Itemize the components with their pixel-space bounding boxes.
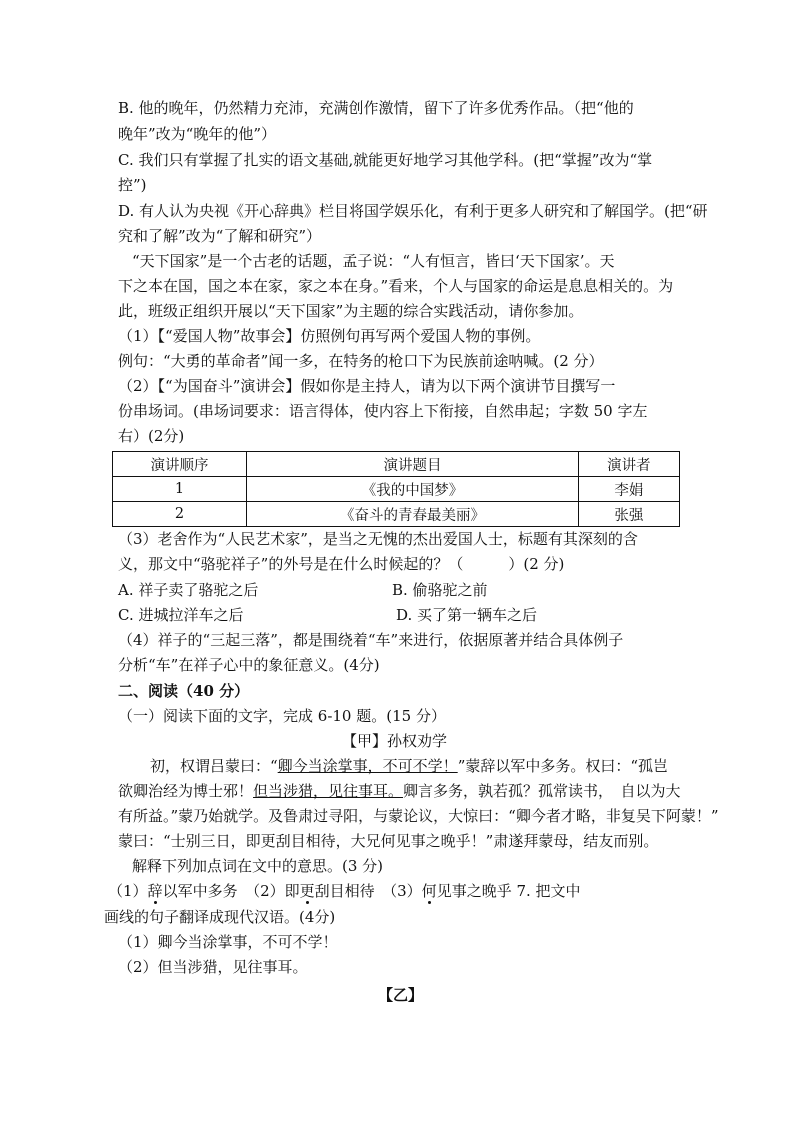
question-2-line2: 份串场词。(串场词要求：语言得体，使内容上下衔接，自然串起；字数 50 字左 <box>118 402 648 420</box>
option-d-line1: D. 有人认为央视《开心辞典》栏目将国学娱乐化，有利于更多人研究和了解国学。(把“研 <box>118 202 708 220</box>
passage-line3: 有所益。”蒙乃始就学。及鲁肃过寻阳，与蒙论议，大惊曰：“卿今者才略，非复吴下阿蒙！” <box>118 807 719 825</box>
dotted-word: 辞 <box>147 882 163 900</box>
question-3-line2: 义，那文中“骆驼祥子”的外号是在什么时候起的？（ ）(2 分) <box>118 555 565 573</box>
question-4-line2: 分析“车”在祥子心中的象征意义。(4分) <box>118 656 380 674</box>
option-c-line2: 控”) <box>118 176 147 194</box>
choice-b: B. 偷骆驼之前 <box>392 581 488 599</box>
translate-sentence-1: （1）卿今当涂掌事，不可不学！ <box>118 933 338 951</box>
passage-text: （1） <box>108 882 148 900</box>
intro-para-line1: “天下国家”是一个古老的话题，孟子说：“人有恒言，皆曰‘天下国家’。天 <box>132 252 615 270</box>
example-sentence: 例句：“大勇的革命者”闻一多，在特务的枪口下为民族前途呐喊。(2 分） <box>118 352 604 370</box>
choice-c: C. 进城拉洋车之后 <box>118 606 244 624</box>
question-6-items <box>108 881 581 901</box>
table-header-row <box>113 452 680 477</box>
passage-text: 欲卿治经为博士邪！ <box>118 782 254 800</box>
option-d-line2: 究和了解”改为“了解和研究”） <box>118 227 322 245</box>
passage-b-title: 【乙】 <box>378 986 424 1004</box>
passage-text: 卿言多务，孰若孤？孤常读书， 自以为大 <box>403 782 681 800</box>
passage-text: 初，权谓吕蒙曰：“ <box>150 757 278 775</box>
passage-text: 见事之晚乎 7. 把文中 <box>436 882 581 900</box>
underlined-sentence-2: 但当涉猎，见往事耳。 <box>253 782 404 800</box>
table-row <box>113 477 680 502</box>
table-cell: 1 <box>113 477 247 502</box>
option-b-line1: B. 他的晚年，仍然精力充沛，充满创作激情，留下了许多优秀作品。（把“他的 <box>118 99 634 117</box>
passage-text: ”蒙辞以军中多务。权曰：“孤岂 <box>457 757 669 775</box>
question-4-line1: （4）祥子的“三起三落”，都是围绕着“车”来进行，依据原著并结合具体例子 <box>118 631 624 649</box>
section-heading-reading: 二、阅读（40 分） <box>118 682 250 700</box>
question-2-line1: （2）【“为国奋斗”演讲会】假如你是主持人，请为以下两个演讲节目撰写一 <box>118 377 616 395</box>
passage-title: 【甲】孙权劝学 <box>342 732 448 750</box>
table-row <box>113 502 680 527</box>
table-cell: 李娟 <box>578 477 679 502</box>
subsection-heading: （一）阅读下面的文字，完成 6-10 题。(15 分） <box>118 707 446 725</box>
dotted-word: 何 <box>421 882 437 900</box>
question-6-prompt: 解释下列加点词在文中的意思。(3 分) <box>132 857 384 875</box>
choice-a: A. 祥子卖了骆驼之后 <box>118 581 259 599</box>
passage-line4: 蒙曰：“士别三日，即更刮目相待，大兄何见事之晚乎！”肃遂拜蒙母，结友而别。 <box>118 832 659 850</box>
option-b-line2: 晚年”改为“晚年的他”） <box>118 125 277 143</box>
table-header-cell: 演讲顺序 <box>113 452 247 477</box>
intro-para-line3: 此，班级正组织开展以“天下国家”为主题的综合实践活动，请你参加。 <box>118 302 584 320</box>
table-header-cell: 演讲题目 <box>247 452 579 477</box>
question-3-line1: （3）老舍作为“人民艺术家”，是当之无愧的杰出爱国人士，标题有其深刻的含 <box>118 530 638 548</box>
option-c-line1: C. 我们只有掌握了扎实的语文基础,就能更好地学习其他学科。(把“掌握”改为“掌 <box>118 151 653 169</box>
question-1: （1）【“爱国人物”故事会】仿照例句再写两个爱国人物的事例。 <box>118 327 541 345</box>
translate-sentence-2: （2）但当涉猎，见往事耳。 <box>118 958 308 976</box>
underlined-sentence-1: 卿今当涂掌事，不可不学！ <box>277 757 458 775</box>
intro-para-line2: 下之本在国，国之本在家，家之本在身。”看来，个人与国家的命运是息息相关的。为 <box>118 277 674 295</box>
passage-text: 刮目相待 （3） <box>314 882 422 900</box>
passage-text: 以军中多务 （2）即 <box>162 882 300 900</box>
table-header-cell: 演讲者 <box>578 452 679 477</box>
table-cell: 张强 <box>578 502 679 527</box>
table-cell: 《奋斗的青春最美丽》 <box>247 502 579 527</box>
table-cell: 2 <box>113 502 247 527</box>
table-cell: 《我的中国梦》 <box>247 477 579 502</box>
question-7-prompt: 画线的句子翻译成现代汉语。(4分) <box>104 908 336 926</box>
passage-line1 <box>150 756 668 776</box>
question-2-line3: 右）(2分) <box>118 427 185 445</box>
passage-line2 <box>118 781 681 801</box>
dotted-word: 更 <box>299 882 315 900</box>
choice-d: D. 买了第一辆车之后 <box>396 606 538 624</box>
speech-table <box>112 451 680 527</box>
